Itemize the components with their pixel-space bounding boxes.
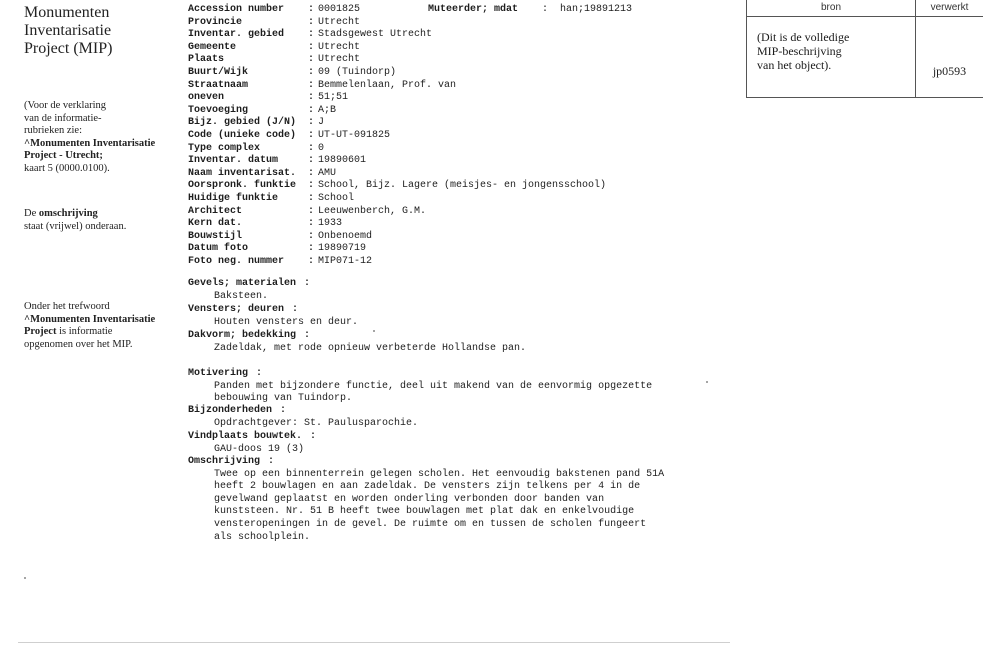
section-colon: : xyxy=(256,368,263,379)
inventory-record xyxy=(188,4,728,543)
field-colon: : xyxy=(308,205,315,217)
field-colon: : xyxy=(308,142,315,154)
field-value: 0 xyxy=(318,142,325,154)
field-row xyxy=(188,54,728,67)
section-text-line: Zadeldak, met rode opnieuw verbeterde Hollandse pan. xyxy=(214,342,527,354)
field-row xyxy=(188,80,728,93)
field-label: Datum foto xyxy=(188,243,249,255)
scan-speck xyxy=(24,577,26,579)
source-table xyxy=(746,0,983,98)
description-note xyxy=(24,208,174,233)
source-line: (Dit is de volledige xyxy=(757,30,850,44)
field-colon: : xyxy=(308,54,315,66)
field-colon: : xyxy=(308,29,315,41)
field-value: Onbenoemd xyxy=(318,230,373,242)
field-colon: : xyxy=(308,79,315,91)
field-label: Bouwstijl xyxy=(188,230,243,242)
field-value: 19890719 xyxy=(318,243,367,255)
section-colon: : xyxy=(280,405,287,416)
field-value: 09 (Tuindorp) xyxy=(318,66,397,78)
field-label: Provincie xyxy=(188,16,243,28)
mutator-value: han;19891213 xyxy=(560,4,633,15)
field-row xyxy=(188,180,728,193)
section-label xyxy=(188,431,728,444)
field-label: Plaats xyxy=(188,54,225,66)
field-colon: : xyxy=(308,129,315,141)
field-colon: : xyxy=(308,243,315,255)
field-label: Inventar. gebied xyxy=(188,29,285,41)
section-label xyxy=(188,456,728,469)
section-colon: : xyxy=(268,456,275,467)
field-row xyxy=(188,143,728,156)
field-value: A;B xyxy=(318,104,337,116)
record-section xyxy=(188,456,728,544)
field-value: 0001825 xyxy=(318,4,361,15)
field-value: Leeuwenberch, G.M. xyxy=(318,205,427,217)
source-line: MIP-beschrijving xyxy=(757,44,842,58)
field-colon: : xyxy=(308,117,315,129)
section-colon: : xyxy=(304,330,311,341)
field-label: Type complex xyxy=(188,142,261,154)
field-value: J xyxy=(318,117,325,129)
section-label xyxy=(188,405,728,418)
field-colon: : xyxy=(308,41,315,53)
field-row xyxy=(188,218,728,231)
field-label: Bijz. gebied (J/N) xyxy=(188,117,297,129)
scan-edge-line xyxy=(18,642,730,643)
source-cell xyxy=(747,17,916,97)
field-row xyxy=(188,105,728,118)
note-bold: Project - Utrecht; xyxy=(24,150,103,161)
field-row xyxy=(188,206,728,219)
processed-cell: jp0593 xyxy=(932,64,967,78)
field-label: Gemeente xyxy=(188,41,237,53)
record-section xyxy=(188,304,728,329)
field-row xyxy=(188,17,728,30)
field-row xyxy=(188,155,728,168)
field-label: Naam inventarisat. xyxy=(188,167,297,179)
mutator-label: Muteerder; mdat xyxy=(428,4,519,15)
field-colon: : xyxy=(308,92,315,104)
section-label xyxy=(188,278,728,291)
scan-speck xyxy=(706,381,708,383)
section-text-line: Opdrachtgever: St. Paulusparochie. xyxy=(214,417,419,429)
field-label: Toevoeging xyxy=(188,104,249,116)
field-row xyxy=(188,243,728,256)
section-label-text: Motivering xyxy=(188,368,249,379)
scan-speck xyxy=(373,330,375,332)
field-value: 19890601 xyxy=(318,155,367,167)
record-section xyxy=(188,405,728,430)
reference-note xyxy=(24,100,174,175)
note-line: Onder het trefwoord xyxy=(24,301,110,312)
field-value: School xyxy=(318,192,355,204)
field-value: MIP071-12 xyxy=(318,255,373,267)
section-text-line: Twee op een binnenterrein gelegen scholen. Het eenvoudig bakstenen pand 51A xyxy=(214,468,665,480)
section-text-line: als schoolplein. xyxy=(214,531,311,543)
source-table-header xyxy=(747,0,983,17)
field-colon: : xyxy=(308,167,315,179)
record-section xyxy=(188,368,728,406)
field-row xyxy=(188,117,728,130)
record-section xyxy=(188,431,728,456)
section-text-line: GAU-doos 19 (3) xyxy=(214,443,305,455)
section-text-line: kunststeen. Nr. 51 B heeft twee bouwlagen met plat dak en enkelvoudige xyxy=(214,506,635,518)
field-colon: : xyxy=(308,218,315,230)
field-row xyxy=(188,130,728,143)
document-title xyxy=(24,4,174,58)
record-fields xyxy=(188,4,728,268)
field-row xyxy=(188,29,728,42)
field-label: Buurt/Wijk xyxy=(188,66,249,78)
section-text-line: Houten vensters en deur. xyxy=(214,316,359,328)
section-label-text: Gevels; materialen xyxy=(188,278,297,289)
field-label: oneven xyxy=(188,92,225,104)
record-section xyxy=(188,330,728,355)
field-value: School, Bijz. Lagere (meisjes- en jongensschool) xyxy=(318,180,607,192)
field-value: UT-UT-091825 xyxy=(318,129,391,141)
section-label-text: Vensters; deuren xyxy=(188,304,285,315)
field-row xyxy=(188,168,728,181)
field-value: Stadsgewest Utrecht xyxy=(318,29,433,41)
section-label xyxy=(188,330,728,343)
header-verwerkt: verwerkt xyxy=(930,2,969,13)
field-value: Utrecht xyxy=(318,54,361,66)
note-bold: ^Monumenten Inventarisatie xyxy=(24,137,156,149)
field-colon: : xyxy=(308,180,315,192)
field-label: Foto neg. nummer xyxy=(188,255,285,267)
field-row xyxy=(188,92,728,105)
section-label-text: Dakvorm; bedekking xyxy=(188,330,297,341)
field-row xyxy=(188,231,728,244)
field-colon: : xyxy=(308,230,315,242)
source-table-body xyxy=(747,17,983,97)
record-section xyxy=(188,278,728,303)
note-line: opgenomen over het MIP. xyxy=(24,338,133,350)
note-line: rubrieken zie: xyxy=(24,125,83,136)
field-colon: : xyxy=(308,255,315,267)
section-label xyxy=(188,368,728,381)
section-text-line: vensteropeningen in de gevel. De ruimte om en tussen de scholen fungeert xyxy=(214,518,647,530)
field-value: Bemmelenlaan, Prof. van xyxy=(318,79,457,91)
field-label: Accession number xyxy=(188,4,285,15)
field-label: Oorspronk. funktie xyxy=(188,180,297,192)
note-line: staat (vrijwel) onderaan. xyxy=(24,220,127,232)
note-text: is informatie xyxy=(56,326,113,337)
note-text: De xyxy=(24,208,39,219)
note-line: kaart 5 (0000.0100). xyxy=(24,162,110,174)
field-colon: : xyxy=(308,104,315,116)
section-text-line: Baksteen. xyxy=(214,290,269,302)
section-colon: : xyxy=(304,278,311,289)
field-value: Utrecht xyxy=(318,41,361,53)
note-bold: omschrijving xyxy=(38,208,98,219)
field-row xyxy=(188,256,728,269)
source-line: van het object). xyxy=(757,58,832,72)
field-colon: : xyxy=(308,192,315,204)
field-colon: : xyxy=(308,16,315,28)
keyword-note xyxy=(24,301,174,351)
title-line-2: Inventarisatie xyxy=(24,22,112,39)
title-line-1: Monumenten xyxy=(24,4,110,21)
field-value: 51;51 xyxy=(318,92,349,104)
field-label: Huidige funktie xyxy=(188,192,279,204)
section-label-text: Vindplaats bouwtek. xyxy=(188,431,303,442)
field-value: 1933 xyxy=(318,218,343,230)
field-label: Architect xyxy=(188,205,243,217)
note-bold: ^Monumenten Inventarisatie xyxy=(24,313,156,325)
section-text-line: gevelwand geplaatst en worden onderling verbonden door banden van xyxy=(214,493,605,505)
section-text-line: Panden met bijzondere functie, deel uit makend van de eenvormig opgezette xyxy=(214,380,653,392)
section-text-line: bebouwing van Tuindorp. xyxy=(214,393,353,405)
section-label-text: Omschrijving xyxy=(188,456,261,467)
note-line: (Voor de verklaring xyxy=(24,100,107,111)
field-row xyxy=(188,42,728,55)
field-label: Straatnaam xyxy=(188,79,249,91)
field-label: Kern dat. xyxy=(188,218,243,230)
field-value: AMU xyxy=(318,167,337,179)
field-row xyxy=(188,67,728,80)
field-row xyxy=(188,193,728,206)
note-line: van de informatie- xyxy=(24,112,102,124)
section-colon: : xyxy=(292,304,299,315)
left-column xyxy=(24,4,174,350)
note-bold: Project xyxy=(24,326,57,337)
field-label: Code (unieke code) xyxy=(188,129,297,141)
section-label-text: Bijzonderheden xyxy=(188,405,273,416)
title-line-3: Project (MIP) xyxy=(24,40,113,57)
header-bron: bron xyxy=(747,0,916,16)
field-colon: : xyxy=(308,66,315,78)
field-label: Inventar. datum xyxy=(188,155,279,167)
section-text-line: heeft 2 bouwlagen en aan zadeldak. De vensters zijn telkens per 4 in de xyxy=(214,481,641,493)
section-colon: : xyxy=(310,431,317,442)
field-value: Utrecht xyxy=(318,16,361,28)
section-label xyxy=(188,304,728,317)
field-colon: : xyxy=(308,4,315,15)
mutator-info: Muteerder; mdat : han;19891213 xyxy=(428,4,633,15)
field-colon: : xyxy=(308,155,315,167)
